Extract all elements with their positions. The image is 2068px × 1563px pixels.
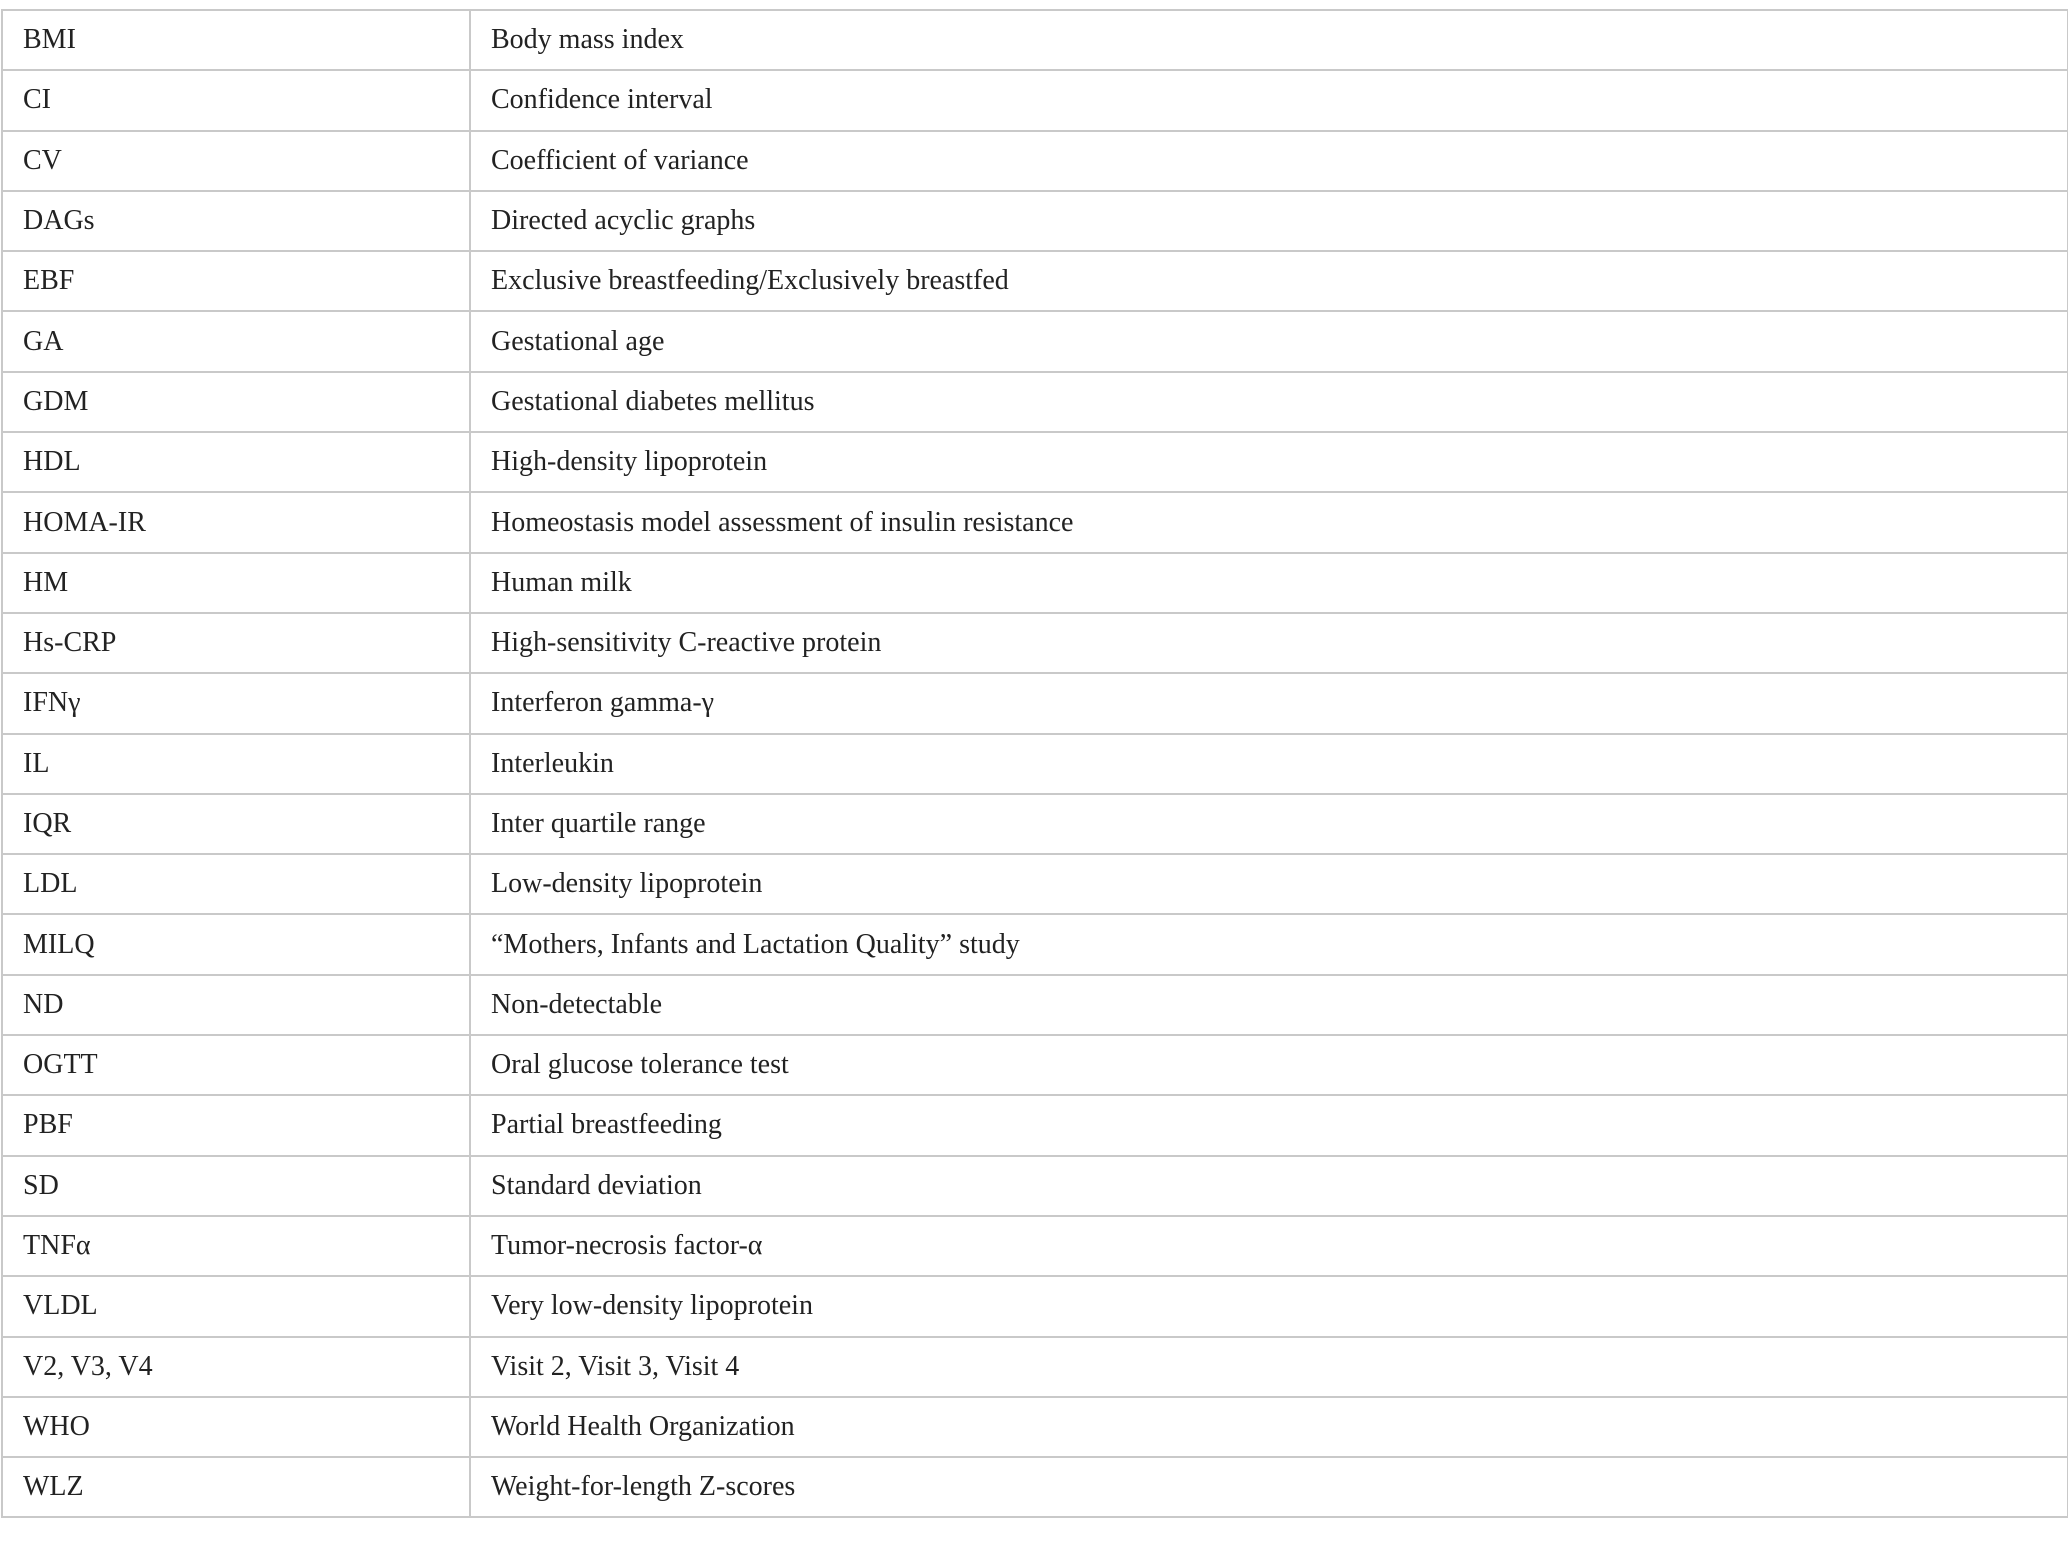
abbreviation-cell: MILQ xyxy=(2,914,470,974)
definition-cell: Directed acyclic graphs xyxy=(470,191,2068,251)
abbreviation-cell: ND xyxy=(2,975,470,1035)
abbreviation-cell: HDL xyxy=(2,432,470,492)
table-row xyxy=(2,1337,2068,1397)
table-row xyxy=(2,1095,2068,1155)
abbreviation-cell: WLZ xyxy=(2,1457,470,1517)
table-row xyxy=(2,131,2068,191)
table-row xyxy=(2,553,2068,613)
abbreviation-cell: TNFα xyxy=(2,1216,470,1276)
table-row xyxy=(2,734,2068,794)
table-row xyxy=(2,673,2068,733)
table-row xyxy=(2,1035,2068,1095)
abbreviation-cell: VLDL xyxy=(2,1276,470,1336)
table-row xyxy=(2,914,2068,974)
table-row xyxy=(2,1276,2068,1336)
definition-cell: Low-density lipoprotein xyxy=(470,854,2068,914)
table-row xyxy=(2,1397,2068,1457)
definition-cell: Human milk xyxy=(470,553,2068,613)
definition-cell: Exclusive breastfeeding/Exclusively breastfed xyxy=(470,251,2068,311)
definition-cell: Coefficient of variance xyxy=(470,131,2068,191)
abbreviation-cell: CI xyxy=(2,70,470,130)
abbreviation-cell: HM xyxy=(2,553,470,613)
definition-cell: Tumor-necrosis factor-α xyxy=(470,1216,2068,1276)
table-row xyxy=(2,1216,2068,1276)
definition-cell: Partial breastfeeding xyxy=(470,1095,2068,1155)
abbreviation-cell: GA xyxy=(2,311,470,371)
definition-cell: High-density lipoprotein xyxy=(470,432,2068,492)
abbreviation-cell: SD xyxy=(2,1156,470,1216)
abbreviations-table xyxy=(1,9,2068,1518)
abbreviation-cell: IL xyxy=(2,734,470,794)
definition-cell: Confidence interval xyxy=(470,70,2068,130)
definition-cell: Standard deviation xyxy=(470,1156,2068,1216)
table-row xyxy=(2,854,2068,914)
table-row xyxy=(2,10,2068,70)
abbreviation-cell: CV xyxy=(2,131,470,191)
abbreviation-cell: HOMA-IR xyxy=(2,492,470,552)
abbreviation-cell: WHO xyxy=(2,1397,470,1457)
abbreviation-cell: BMI xyxy=(2,10,470,70)
abbreviation-cell: V2, V3, V4 xyxy=(2,1337,470,1397)
definition-cell: World Health Organization xyxy=(470,1397,2068,1457)
definition-cell: Non-detectable xyxy=(470,975,2068,1035)
definition-cell: Weight-for-length Z-scores xyxy=(470,1457,2068,1517)
definition-cell: Very low-density lipoprotein xyxy=(470,1276,2068,1336)
definition-cell: Gestational diabetes mellitus xyxy=(470,372,2068,432)
table-row xyxy=(2,1156,2068,1216)
definition-cell: “Mothers, Infants and Lactation Quality” study xyxy=(470,914,2068,974)
table-row xyxy=(2,794,2068,854)
table-row xyxy=(2,70,2068,130)
table-row xyxy=(2,251,2068,311)
table-row xyxy=(2,191,2068,251)
definition-cell: Body mass index xyxy=(470,10,2068,70)
abbreviations-table-body xyxy=(2,10,2068,1517)
table-row xyxy=(2,1457,2068,1517)
abbreviation-cell: PBF xyxy=(2,1095,470,1155)
definition-cell: Visit 2, Visit 3, Visit 4 xyxy=(470,1337,2068,1397)
abbreviation-cell: IFNγ xyxy=(2,673,470,733)
table-row xyxy=(2,975,2068,1035)
abbreviation-cell: IQR xyxy=(2,794,470,854)
table-row xyxy=(2,372,2068,432)
table-row xyxy=(2,311,2068,371)
abbreviation-cell: Hs-CRP xyxy=(2,613,470,673)
abbreviation-cell: EBF xyxy=(2,251,470,311)
definition-cell: Inter quartile range xyxy=(470,794,2068,854)
abbreviation-cell: LDL xyxy=(2,854,470,914)
table-row xyxy=(2,613,2068,673)
definition-cell: High-sensitivity C-reactive protein xyxy=(470,613,2068,673)
definition-cell: Homeostasis model assessment of insulin resistance xyxy=(470,492,2068,552)
abbreviation-cell: GDM xyxy=(2,372,470,432)
definition-cell: Interferon gamma-γ xyxy=(470,673,2068,733)
definition-cell: Interleukin xyxy=(470,734,2068,794)
table-row xyxy=(2,492,2068,552)
definition-cell: Oral glucose tolerance test xyxy=(470,1035,2068,1095)
abbreviation-cell: DAGs xyxy=(2,191,470,251)
abbreviation-cell: OGTT xyxy=(2,1035,470,1095)
table-row xyxy=(2,432,2068,492)
definition-cell: Gestational age xyxy=(470,311,2068,371)
